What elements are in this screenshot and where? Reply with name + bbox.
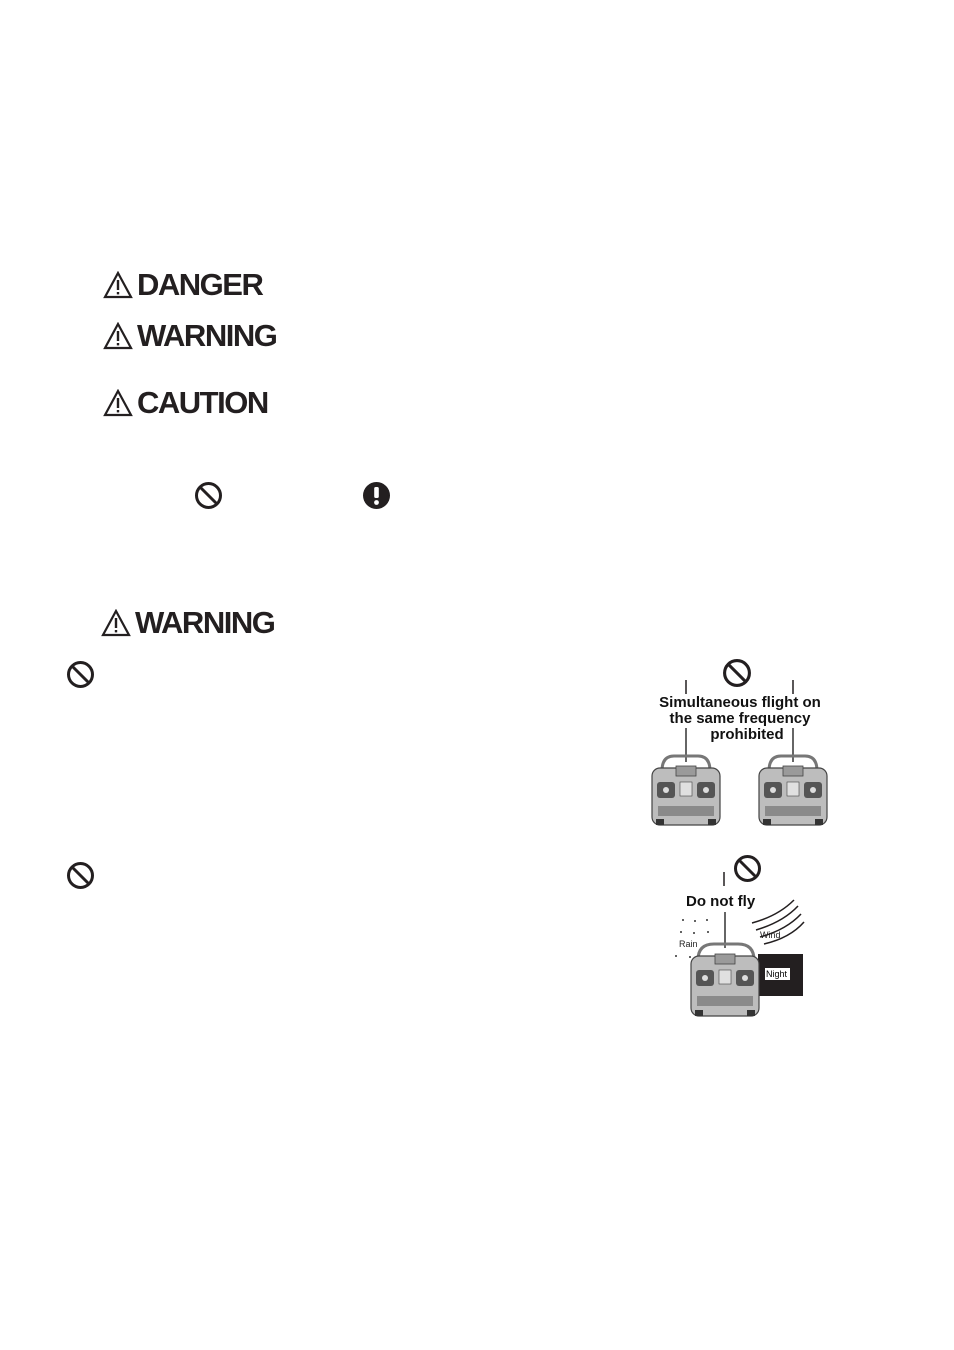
transmitter [691,912,759,1016]
section-heading [101,607,274,638]
wind-label: Wind [760,930,781,940]
figure2-caption: Do not fly [686,893,756,910]
prohibited-icon [194,481,223,510]
night-label: Night [766,969,788,979]
warning-triangle-icon [101,609,131,637]
figure-do-not-fly [668,850,818,1022]
caution-label: CAUTION [137,385,268,420]
transmitter-left [652,728,720,825]
warning-triangle-icon [103,271,133,299]
weather-illustration [668,850,818,1022]
prohibited-icon [66,660,95,689]
transmitter-right [759,728,827,825]
warning-signal [103,320,276,351]
danger-signal [103,269,262,300]
warning-label: WARNING [137,318,277,353]
transmitter-pair-illustration [640,656,840,831]
figure-same-frequency [640,656,840,831]
figure1-caption-line: the same frequency [669,710,811,727]
warning-triangle-icon [103,389,133,417]
danger-label: DANGER [137,267,263,302]
exclamation-icon [362,481,391,510]
rain-label: Rain [679,939,698,949]
figure1-caption-line: prohibited [710,726,784,743]
prohibited-icon [66,861,95,890]
section-heading-label: WARNING [135,605,275,640]
warning-triangle-icon [103,322,133,350]
figure1-caption-line: Simultaneous flight on [659,694,821,711]
caution-signal [103,387,268,418]
